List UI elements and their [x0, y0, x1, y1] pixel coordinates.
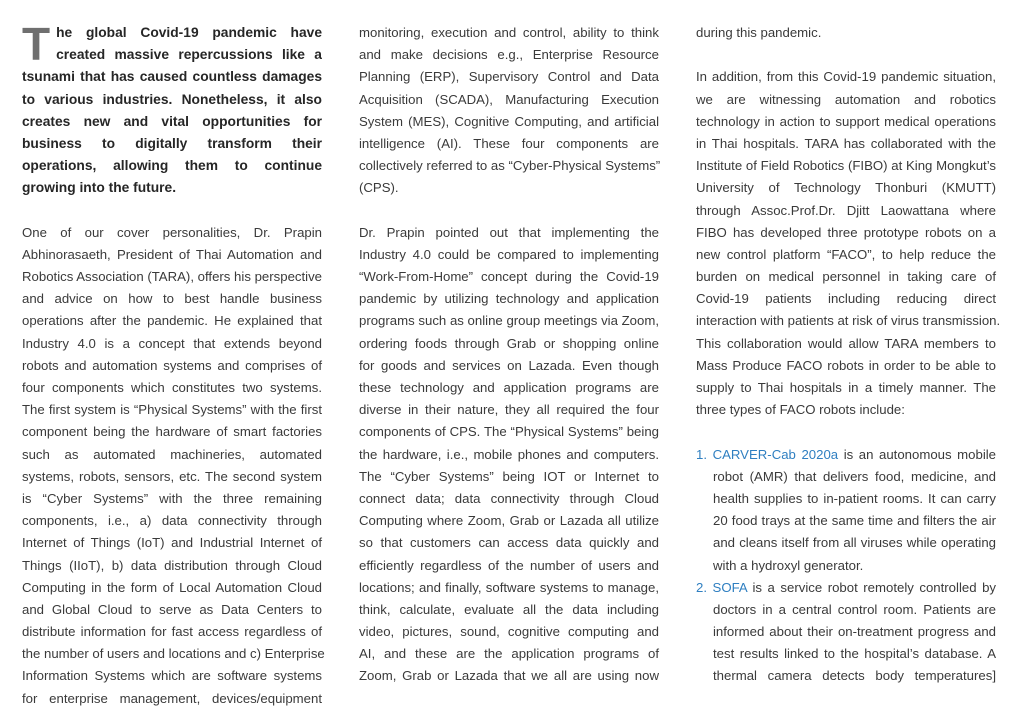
text-line: This collaboration would allow TARA members to: [696, 335, 996, 351]
text-line: so that customers can access data quickly and: [359, 535, 659, 551]
text-line: “Work-From-Home” concept during the Covid-19: [359, 269, 659, 285]
text-line: doctors in a central control room. Patients are: [713, 601, 996, 617]
text-line: robot (AMR) that delivers food, medicine, and: [713, 468, 996, 484]
body-paragraph: [696, 66, 1001, 421]
text-line: four components which constitutes two systems.: [22, 380, 322, 396]
text-line: think, calculate, evaluate all the data including: [359, 601, 659, 617]
text-line: Abhinorasaeth, President of Thai Automation and: [22, 246, 322, 262]
text-line: component being the hardware of smart factories: [22, 424, 322, 440]
text-line: Institute of Field Robotics (FIBO) at King Mongkut’s: [696, 158, 996, 174]
text-line: we are witnessing automation and robotics: [696, 91, 996, 107]
text-line: test results linked to the hospital’s database. A: [713, 646, 996, 662]
lead-line: tsunami that has caused countless damages: [22, 69, 322, 85]
text-line: Robotics Association (TARA), offers his perspective: [22, 269, 323, 285]
text-line: Acquisition (SCADA), Manufacturing Execution: [359, 91, 659, 107]
text-line: and cleans itself from all viruses while operating: [713, 535, 996, 551]
lead-paragraph: [22, 18, 322, 200]
text-line: components of CPS. The “Physical Systems” being: [359, 424, 659, 440]
robot-name: CARVER-Cab 2020a: [712, 446, 839, 462]
text-line: is “Cyber Systems” with the three remaining: [22, 490, 322, 506]
text-line: The “Cyber Systems” being IOT or Internet to: [359, 468, 659, 484]
text-line: distribute information for fast access regardless of: [22, 624, 322, 640]
text-line: Covid-19 patients including reducing direct: [696, 291, 996, 307]
text-line: System (MES), Cognitive Computing, and artificial: [359, 113, 659, 129]
text-line: (CPS).: [359, 180, 399, 196]
list-item: [696, 577, 996, 688]
text-line: pandemic by utilizing technology and application: [359, 291, 659, 307]
text-line: Planning (ERP), Supervisory Control and Data: [359, 69, 659, 85]
body-paragraph: [22, 222, 325, 710]
text-line: for goods and services on Lazada. Even though: [359, 357, 659, 373]
text-line: University of Technology Thonburi (KMUTT): [696, 180, 996, 196]
text-line: supply to Thai hospitals in a timely manner. The: [696, 380, 996, 395]
text-line: Internet of Things (IoT) and Industrial Internet of: [22, 535, 322, 551]
text-line: robots and automation systems and comprises of: [22, 357, 322, 373]
text-line: FIBO has developed three prototype robots on a: [696, 224, 996, 240]
text-line: efficiently regardless of the number of users and: [359, 557, 659, 573]
text-line: and make decisions e.g., Enterprise Resource: [359, 47, 659, 63]
text-line: diverse in their nature, they all required the four: [359, 402, 659, 418]
lead-line: business to digitally transform their: [22, 135, 322, 151]
text-line: the number of users and locations and c) Enterprise: [22, 646, 325, 662]
text-line: Mass Produce FACO robots in order to be able to: [696, 357, 996, 373]
text-line: ordering foods through Grab or shopping online: [359, 335, 659, 351]
text-line: connect data; data connectivity through Cloud: [359, 490, 659, 506]
article-column-3: [696, 22, 1001, 688]
article-column-2: [359, 22, 659, 688]
text-line: Computing where Zoom, Grab or Lazada all utilize: [359, 513, 659, 529]
lead-line: operations, allowing them to continue: [22, 158, 322, 174]
list-item-first-line: [696, 444, 996, 466]
text-line: through Assoc.Prof.Dr. Djitt Laowattana where: [696, 202, 996, 218]
text-line: three types of FACO robots include:: [696, 402, 905, 418]
text-line: health supplies to in-patient rooms. It can carry: [713, 490, 996, 506]
text-line: Industry 4.0 is a concept that extends beyond: [22, 335, 322, 351]
text-line: monitoring, execution and control, ability to think: [359, 25, 659, 40]
text-line: operations after the pandemic. He explained that: [22, 313, 322, 329]
text-line: such as automated machineries, automated: [22, 446, 322, 462]
text-line: the hardware, i.e., mobile phones and computers.: [359, 446, 659, 462]
text-line: and Global Cloud to serve as Data Centers to: [22, 601, 322, 617]
text-line: with a hydroxyl generator.: [713, 557, 864, 573]
lead-line: creates new and vital opportunities for: [22, 113, 322, 129]
text-line: and advice on how to best handle business: [22, 291, 322, 307]
text-line: technology in action to support medical operations: [696, 113, 996, 129]
text-line: The first system is “Physical Systems” with the first: [22, 402, 322, 418]
text-line: during this pandemic.: [696, 25, 822, 40]
list-number: 1.: [696, 446, 707, 462]
body-paragraph: [359, 222, 659, 688]
robot-list: [696, 444, 996, 688]
text-line: intelligence (AI). These four components are: [359, 135, 659, 151]
text-line: these technology and application programs are: [359, 380, 659, 395]
text-line: Industry 4.0 could be compared to implementing: [359, 246, 659, 262]
text-line: Computing in the form of Local Automation Cloud: [22, 579, 322, 595]
article-column-1: [22, 18, 325, 710]
text-line: Things (IIoT), b) data distribution through Cloud: [22, 557, 322, 573]
drop-cap: T: [22, 18, 51, 70]
text-line: collectively referred to as “Cyber-Physical Systems”: [359, 158, 661, 174]
list-item: [696, 444, 996, 577]
list-number: 2.: [696, 579, 707, 595]
list-text: is an autonomous mobile: [838, 446, 997, 462]
list-item-first-line: [696, 577, 996, 599]
text-line: 20 food trays at the same time and filters the air: [713, 513, 996, 529]
text-line: programs such as online group meetings via Zoom,: [359, 313, 659, 329]
text-line: components, i.e., a) data connectivity through: [22, 513, 322, 529]
text-line: In addition, from this Covid-19 pandemic situation,: [696, 69, 996, 85]
lead-line: growing into the future.: [22, 180, 177, 196]
text-line: in Thai hospitals. TARA has collaborated with the: [696, 135, 996, 151]
lead-line: to various industries. Nonetheless, it also: [22, 91, 322, 107]
text-line: for enterprise management, devices/equipment: [22, 690, 322, 706]
text-line: interaction with patients at risk of virus transmission.: [696, 313, 1001, 329]
robot-name: SOFA: [712, 579, 747, 595]
body-paragraph: [359, 22, 659, 200]
text-line: new control platform “FACO”, to help reduce the: [696, 246, 996, 262]
text-line: locations; and finally, software systems to manage,: [359, 579, 659, 595]
text-line: video, pictures, sound, cognitive computing and: [359, 624, 659, 640]
text-line: AI, and these are the application programs of: [359, 646, 659, 662]
text-line: burden on medical personnel in taking care of: [696, 269, 996, 285]
text-line: Dr. Prapin pointed out that implementing the: [359, 224, 659, 240]
text-line: informed about their on-treatment progress and: [713, 624, 996, 640]
lead-line: he global Covid-19 pandemic have: [56, 25, 322, 40]
text-line: systems, robots, sensors, etc. The second system: [22, 468, 322, 484]
text-line: One of our cover personalities, Dr. Prapin: [22, 224, 322, 240]
text-line: thermal camera detects body temperatures]: [713, 668, 996, 684]
list-text: is a service robot remotely controlled by: [746, 579, 996, 595]
lead-line: created massive repercussions like a: [56, 47, 322, 63]
text-line: Information Systems which are software systems: [22, 668, 322, 684]
text-line: Zoom, Grab or Lazada that we all are using now: [359, 668, 659, 684]
